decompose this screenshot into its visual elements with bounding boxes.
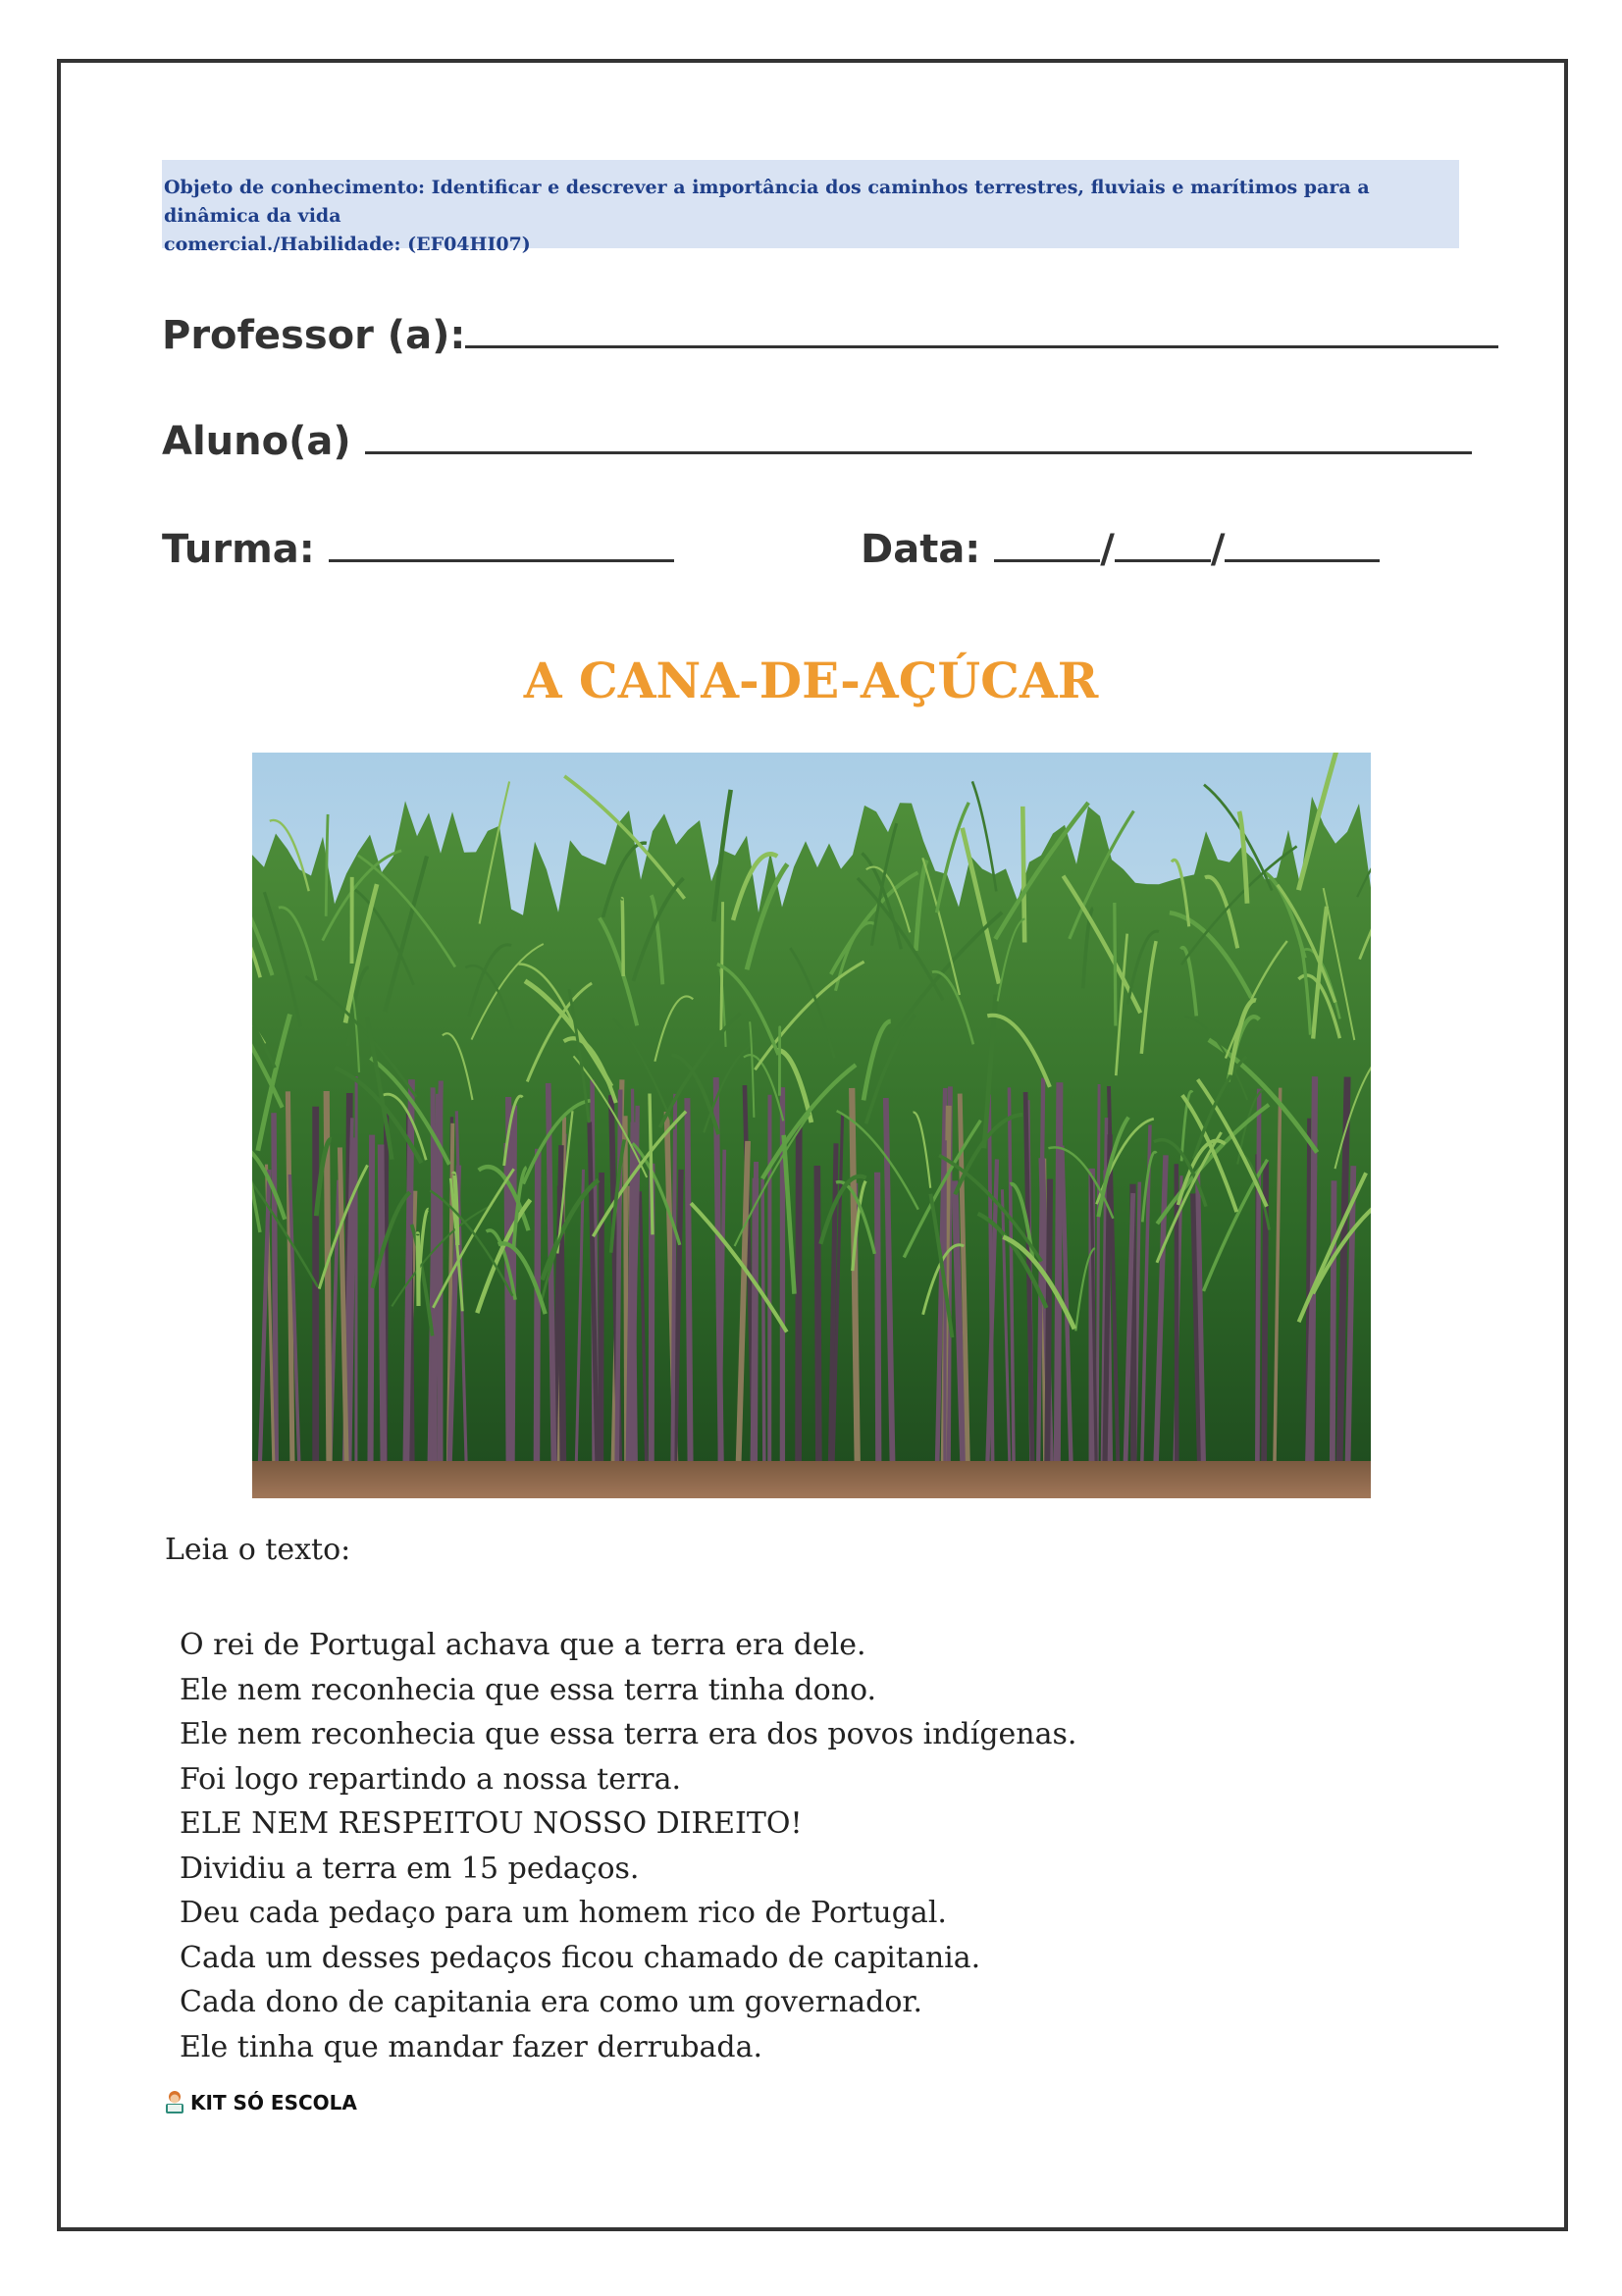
cane-stalk bbox=[672, 1094, 675, 1467]
text-line-3: Ele nem reconhecia que essa terra era dos povos indígenas. bbox=[180, 1717, 1077, 1751]
reading-text bbox=[180, 1623, 1076, 2069]
student-input-line[interactable] bbox=[365, 418, 1472, 454]
cane-stalk bbox=[799, 1124, 800, 1467]
text-line-1: O rei de Portugal achava que a terra era dele. bbox=[180, 1628, 866, 1662]
student-reading-icon bbox=[163, 2090, 186, 2115]
class-input-line[interactable] bbox=[329, 526, 674, 562]
text-line-4: Foi logo repartindo a nossa terra. bbox=[180, 1761, 682, 1797]
objective-line-1: Objeto de conhecimento: Identificar e descrever a importância dos caminhos terrestres, fluviais e marítimos para a dinâmica da vida bbox=[164, 177, 1370, 227]
date-day-line[interactable] bbox=[994, 526, 1100, 562]
text-line-2: Ele nem reconhecia que essa terra tinha dono. bbox=[180, 1672, 877, 1707]
cane-leaf bbox=[418, 1233, 419, 1306]
cane-stalk bbox=[1257, 1089, 1259, 1467]
cane-stalk bbox=[381, 1145, 384, 1468]
worksheet-title: A CANA-DE-AÇÚCAR bbox=[523, 652, 1099, 709]
reading-instruction: Leia o texto: bbox=[165, 1533, 351, 1567]
class-field bbox=[162, 526, 674, 572]
cane-stalk bbox=[537, 1149, 538, 1467]
objective-line-2: comercial./Habilidade: (EF04HI07) bbox=[164, 234, 531, 255]
brand-logo bbox=[163, 2090, 357, 2115]
cane-stalk bbox=[1097, 1084, 1099, 1467]
text-line-7: Deu cada pedaço para um homem rico de Portugal. bbox=[180, 1896, 947, 1930]
professor-field bbox=[162, 312, 1498, 358]
cane-stalk bbox=[817, 1166, 819, 1467]
text-line-9: Cada dono de capitania era como um governador. bbox=[180, 1985, 923, 2019]
date-year-line[interactable] bbox=[1225, 526, 1380, 562]
class-label: Turma: bbox=[162, 527, 315, 572]
cane-stalk bbox=[601, 1173, 602, 1467]
professor-input-line[interactable] bbox=[465, 312, 1498, 348]
text-line-8: Cada um desses pedaços ficou chamado de capitania. bbox=[180, 1940, 981, 1975]
date-label: Data: bbox=[861, 527, 981, 572]
date-field bbox=[861, 526, 1380, 572]
professor-label: Professor (a): bbox=[162, 313, 466, 358]
cane-leaf bbox=[1022, 807, 1024, 943]
text-line-6: Dividiu a terra em 15 pedaços. bbox=[180, 1851, 640, 1886]
text-line-5: ELE NEM RESPEITOU NOSSO DIREITO! bbox=[180, 1806, 803, 1841]
cane-stalk bbox=[371, 1135, 373, 1467]
text-line-10: Ele tinha que mandar fazer derrubada. bbox=[180, 2029, 763, 2064]
sugarcane-illustration bbox=[252, 753, 1371, 1498]
cane-stalk bbox=[762, 1179, 764, 1467]
cane-stalk bbox=[1057, 1082, 1060, 1467]
date-separator-2: / bbox=[1210, 527, 1226, 572]
learning-objective-box bbox=[162, 160, 1459, 255]
cane-stalk bbox=[687, 1098, 690, 1467]
cane-leaf bbox=[622, 899, 623, 976]
student-field bbox=[162, 418, 1472, 464]
cane-stalk bbox=[1047, 1179, 1050, 1467]
brand-name: KIT SÓ ESCOLA bbox=[190, 2091, 357, 2114]
cane-stalk bbox=[633, 1178, 634, 1468]
sugarcane-field-photo bbox=[252, 753, 1371, 1498]
date-separator-1: / bbox=[1100, 527, 1115, 572]
cane-stalk bbox=[274, 1113, 276, 1467]
student-label: Aluno(a) bbox=[162, 419, 351, 464]
cane-stalk bbox=[877, 1173, 878, 1467]
cane-stalk bbox=[1333, 1180, 1334, 1467]
cane-stalk bbox=[433, 1087, 435, 1467]
cane-leaf bbox=[1115, 903, 1116, 1026]
date-month-line[interactable] bbox=[1115, 526, 1211, 562]
